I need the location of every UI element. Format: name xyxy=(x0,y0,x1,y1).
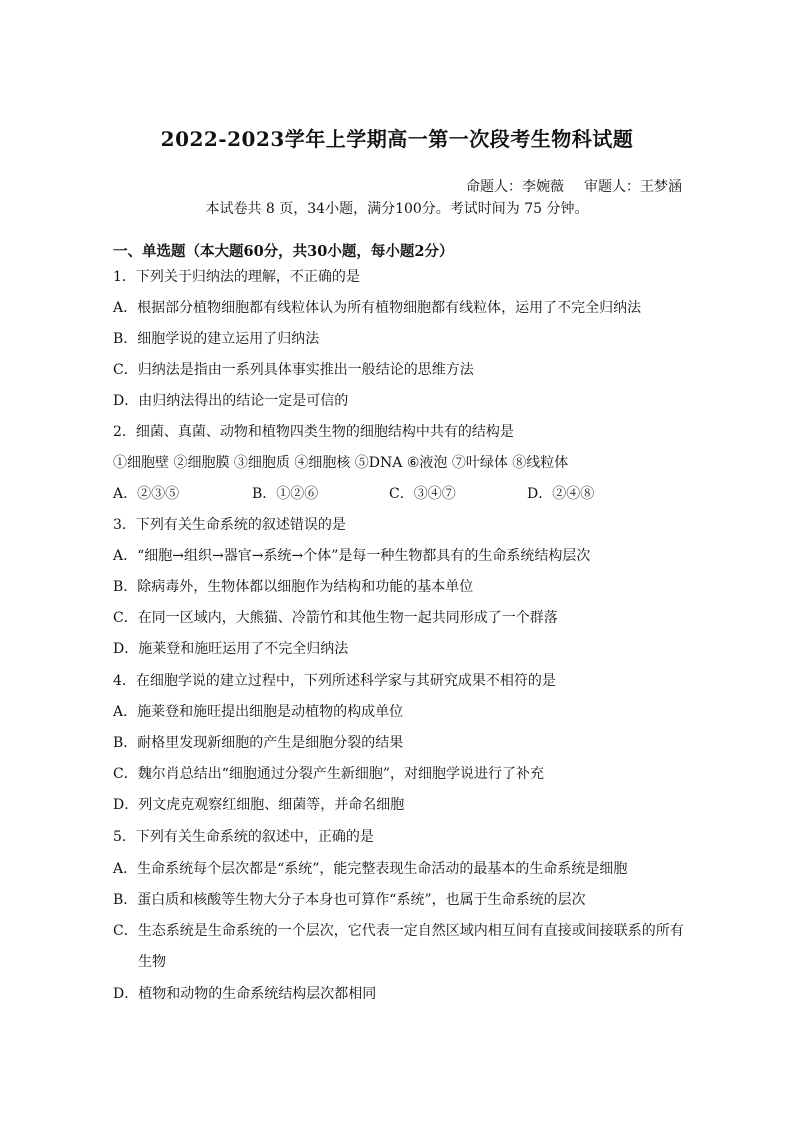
question-stem: 1．下列关于归纳法的理解，不正确的是 xyxy=(113,269,360,285)
option-d: D．施莱登和施旺运用了不完全归纳法 xyxy=(113,641,349,657)
option-b: B．耐格里发现新细胞的产生是细胞分裂的结果 xyxy=(113,735,404,751)
option-b: B．细胞学说的建立运用了归纳法 xyxy=(113,331,320,347)
question-stem: 3．下列有关生命系统的叙述错误的是 xyxy=(113,517,346,533)
option-a: A．施莱登和施旺提出细胞是动植物的构成单位 xyxy=(113,704,404,720)
exam-title: 2022-2023学年上学期高一第一次段考生物科试题 xyxy=(160,127,634,151)
question-stem: 4．在细胞学说的建立过程中，下列所述科学家与其研究成果不相符的是 xyxy=(113,673,556,689)
option-a: A．生命系统每个层次都是“系统”，能完整表现生命活动的最基本的生命系统是细胞 xyxy=(113,861,628,877)
option-d: D．列文虎克观察红细胞、细菌等，并命名细胞 xyxy=(113,797,405,813)
authors-line xyxy=(466,176,682,196)
option-b: B．除病毒外，生物体都以细胞作为结构和功能的基本单位 xyxy=(113,579,474,595)
option-a: A．根据部分植物细胞都有线粒体认为所有植物细胞都有线粒体，运用了不完全归纳法 xyxy=(113,300,642,316)
question-stem: 2．细菌、真菌、动物和植物四类生物的细胞结构中共有的结构是 xyxy=(113,424,514,440)
question-stem: 5．下列有关生命系统的叙述中，正确的是 xyxy=(113,829,374,845)
option-b: B．①②⑥ xyxy=(252,486,319,502)
option-d: D．植物和动物的生命系统结构层次都相同 xyxy=(113,986,377,1002)
option-c: C．魏尔肖总结出“细胞通过分裂产生新细胞”，对细胞学说进行了补充 xyxy=(113,766,545,782)
option-c: C．③④⑦ xyxy=(389,486,456,502)
option-a: A．“细胞→组织→器官→系统→个体”是每一种生物都具有的生命系统结构层次 xyxy=(113,548,591,564)
option-c: C．在同一区域内，大熊猫、冷箭竹和其他生物一起共同形成了一个群落 xyxy=(113,610,558,626)
option-a: A．②③⑤ xyxy=(113,486,180,502)
option-c: C．归纳法是指由一系列具体事实推出一般结论的思维方法 xyxy=(113,362,474,378)
question-setter: 命题人：李婉薇 xyxy=(466,179,564,195)
section-heading: 一、单选题（本大题60分，共30小题，每小题2分） xyxy=(113,243,454,260)
exam-info: 本试卷共 8 页，34小题，满分100分。考试时间为 75 分钟。 xyxy=(205,201,589,217)
option-c: C．生态系统是生命系统的一个层次，它代表一定自然区域内相互间有直接或间接联系的所有 xyxy=(113,923,684,939)
option-d: D．②④⑧ xyxy=(527,486,595,502)
option-c-continuation: 生物 xyxy=(138,954,166,970)
question-reviewer: 审题人：王梦涵 xyxy=(584,179,682,195)
option-d: D．由归纳法得出的结论一定是可信的 xyxy=(113,393,349,409)
question-items: ①细胞壁 ②细胞膜 ③细胞质 ④细胞核 ⑤DNA ⑥液泡 ⑦叶绿体 ⑧线粒体 xyxy=(113,455,569,471)
option-b: B．蛋白质和核酸等生物大分子本身也可算作“系统”，也属于生命系统的层次 xyxy=(113,892,586,908)
